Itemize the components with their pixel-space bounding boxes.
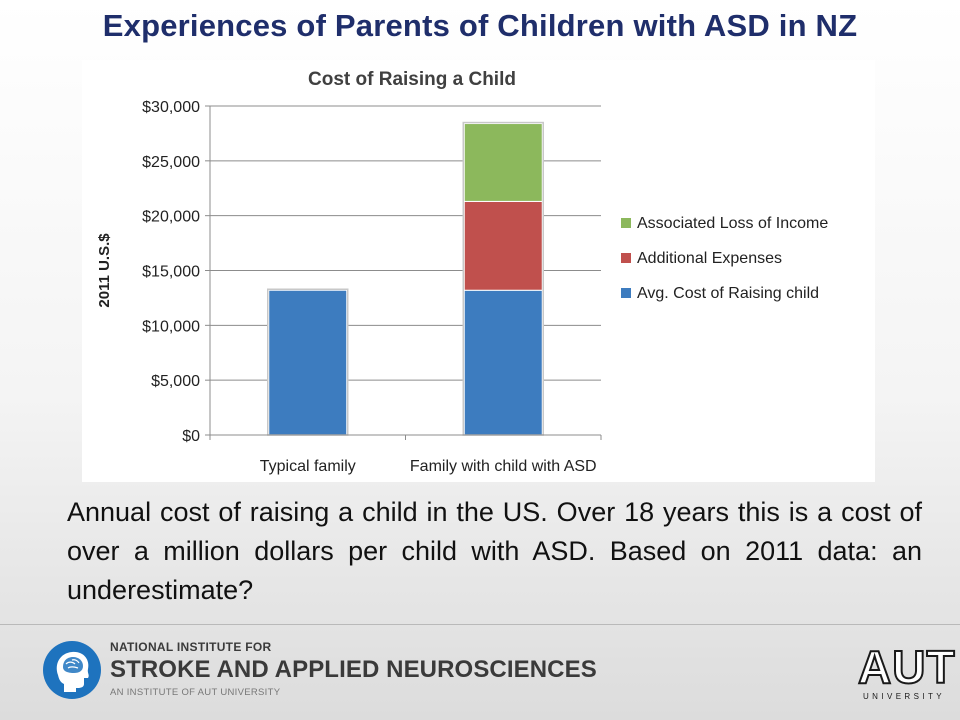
- y-tick-label: $15,000: [142, 263, 200, 281]
- bar-segment: [464, 124, 542, 202]
- bars: [268, 123, 544, 435]
- footer-divider: [0, 624, 960, 625]
- aut-logo-subtitle: UNIVERSITY: [862, 692, 945, 701]
- legend-label: Avg. Cost of Raising child: [637, 285, 820, 302]
- slide-title: Experiences of Parents of Children with ASD in NZ: [102, 8, 858, 43]
- y-tick-label: $0: [182, 428, 200, 445]
- bar-segment: [269, 290, 347, 435]
- stacked-bar-chart: [82, 60, 875, 482]
- aut-university-logo: [858, 641, 956, 706]
- y-tick-label: $10,000: [142, 318, 200, 336]
- institute-name-line2: STROKE AND APPLIED NEUROSCIENCES: [110, 656, 597, 683]
- chart-title: Cost of Raising a Child: [308, 69, 516, 90]
- institute-name-line3: AN INSTITUTE OF AUT UNIVERSITY: [110, 687, 281, 698]
- y-tick-label: $30,000: [142, 99, 200, 116]
- legend-swatch: [621, 253, 631, 263]
- x-category-label: Family with child with ASD: [409, 458, 597, 475]
- x-category-label: Typical family: [259, 458, 356, 475]
- y-tick-label: $20,000: [142, 208, 200, 226]
- institute-name-line1: NATIONAL INSTITUTE FOR: [110, 640, 272, 654]
- bar-segment: [464, 201, 542, 290]
- bar-segment: [464, 290, 542, 435]
- y-tick-label: $5,000: [151, 373, 200, 391]
- y-tick-label: $25,000: [142, 153, 200, 171]
- chart-panel: [82, 60, 875, 482]
- aut-logo-mark: AUT: [858, 641, 956, 693]
- y-axis-label: 2011 U.S.$: [96, 233, 113, 308]
- institute-name: [110, 640, 597, 698]
- legend-swatch: [621, 288, 631, 298]
- legend: [621, 215, 828, 302]
- legend-label: Associated Loss of Income: [637, 215, 829, 232]
- legend-swatch: [621, 218, 631, 228]
- legend-label: Additional Expenses: [637, 250, 782, 267]
- brain-head-logo-icon: [42, 640, 102, 700]
- slide-caption: Annual cost of raising a child in the US. Over 18 years this is a cost of over a million dollars per child with ASD. Based on 2011 data: an underestimate?: [67, 497, 922, 606]
